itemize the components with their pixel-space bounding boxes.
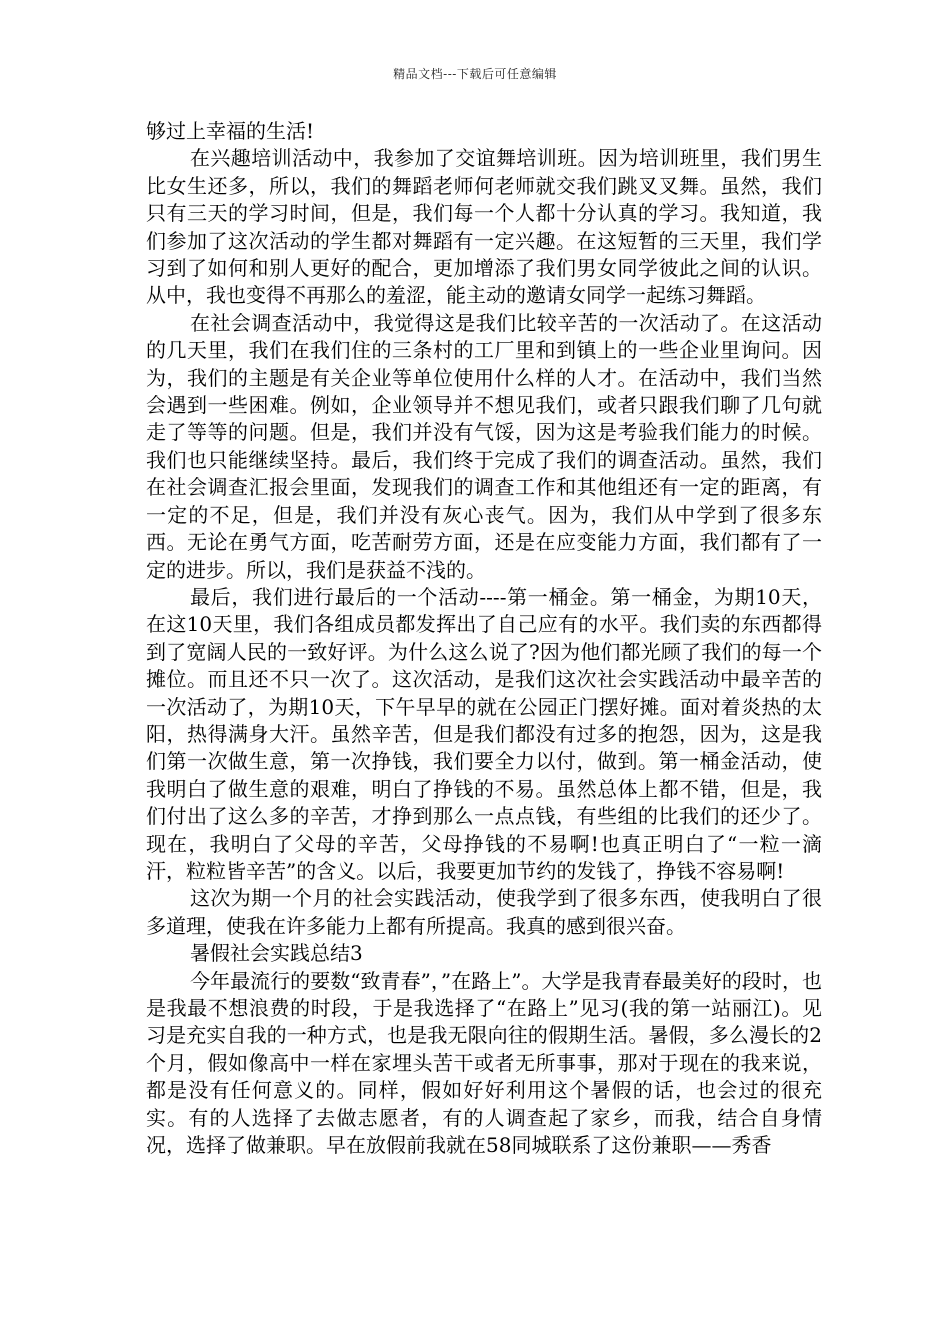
paragraph-dance-training: 在兴趣培训活动中，我参加了交谊舞培训班。因为培训班里，我们男生比女生还多，所以，我们的舞蹈老师何老师就交我们跳叉叉舞。虽然，我们只有三天的学习时间，但是，我们每一个人都十分认真的学习。我知道，我们参加了这次活动的学生都对舞蹈有一定兴趣。在这短暂的三天里，我们学习到了如何和别人更好的配合，更加增添了我们男女同学彼此之间的认识。从中，我也变得不再那么的羞涩，能主动的邀请女同学一起练习舞蹈。 (146, 146, 822, 308)
section-heading: 暑假社会实践总结3 (190, 941, 363, 966)
paragraph-first-bucket-of-gold: 最后，我们进行最后的一个活动----第一桶金。第一桶金，为期10天，在这10天里，我们各组成员都发挥出了自己应有的水平。我们卖的东西都得到了宽阔人民的一致好评。为什么这么说了?因为他们都光顾了我们的每一个摊位。而且还不只一次了。这次活动，是我们这次社会实践活动中最辛苦的一次活动了，为期10天，下午早早的就在公园正门摆好摊。面对着炎热的太阳，热得满身大汗。虽然辛苦，但是我们都没有过多的抱怨，因为，这是我们第一次做生意，第一次挣钱，我们要全力以付，做到。第一桶金活动，使我明白了做生意的艰难，明白了挣钱的不易。虽然总体上都不错，但是，我们付出了这么多的辛苦，才挣到那么一点点钱，有些组的比我们的还少了。现在，我明白了父母的辛苦，父母挣钱的不易啊!也真正明白了“一粒一滴汗，粒粒皆辛苦”的含义。以后，我要更加节约的发钱了，挣钱不容易啊! (146, 584, 822, 883)
page-header: 精品文档---下载后可任意编辑 (393, 67, 557, 81)
paragraph-continuation: 够过上幸福的生活! (146, 119, 315, 143)
paragraph-social-survey: 在社会调查活动中，我觉得这是我们比较辛苦的一次活动了。在这活动的几天里，我们在我们住的三条村的工厂里和到镇上的一些企业里询问。因为，我们的主题是有关企业等单位使用什么样的人才。在活动中，我们当然会遇到一些困难。例如，企业领导并不想见我们，或者只跟我们聊了几句就走了等等的问题。但是，我们并没有气馁，因为这是考验我们能力的时候。我们也只能继续坚持。最后，我们终于完成了我们的调查活动。虽然，我们在社会调查汇报会里面，发现我们的调查工作和其他组还有一定的距离，有一定的不足，但是，我们并没有灰心丧气。因为，我们从中学到了很多东西。无论在勇气方面，吃苦耐劳方面，还是在应变能力方面，我们都有了一定的进步。所以，我们是获益不浅的。 (146, 310, 822, 582)
paragraph-conclusion: 这次为期一个月的社会实践活动，使我学到了很多东西，使我明白了很多道理，使我在许多能力上都有所提高。我真的感到很兴奋。 (146, 886, 822, 938)
document-body (146, 118, 822, 1159)
paragraph-on-the-road: 今年最流行的要数“致青春”，”在路上”。大学是我青春最美好的段时，也是我最不想浪费的时段，于是我选择了“在路上”见习(我的第一站丽江)。见习是充实自我的一种方式，也是我无限向往的假期生活。暑假，多么漫长的2个月，假如像高中一样在家埋头苦干或者无所事事，那对于现在的我来说，都是没有任何意义的。同样，假如好好利用这个暑假的话，也会过的很充实。有的人选择了去做志愿者，有的人调查起了家乡，而我，结合自身情况，选择了做兼职。早在放假前我就在58同城联系了这份兼职——秀香 (146, 968, 822, 1158)
